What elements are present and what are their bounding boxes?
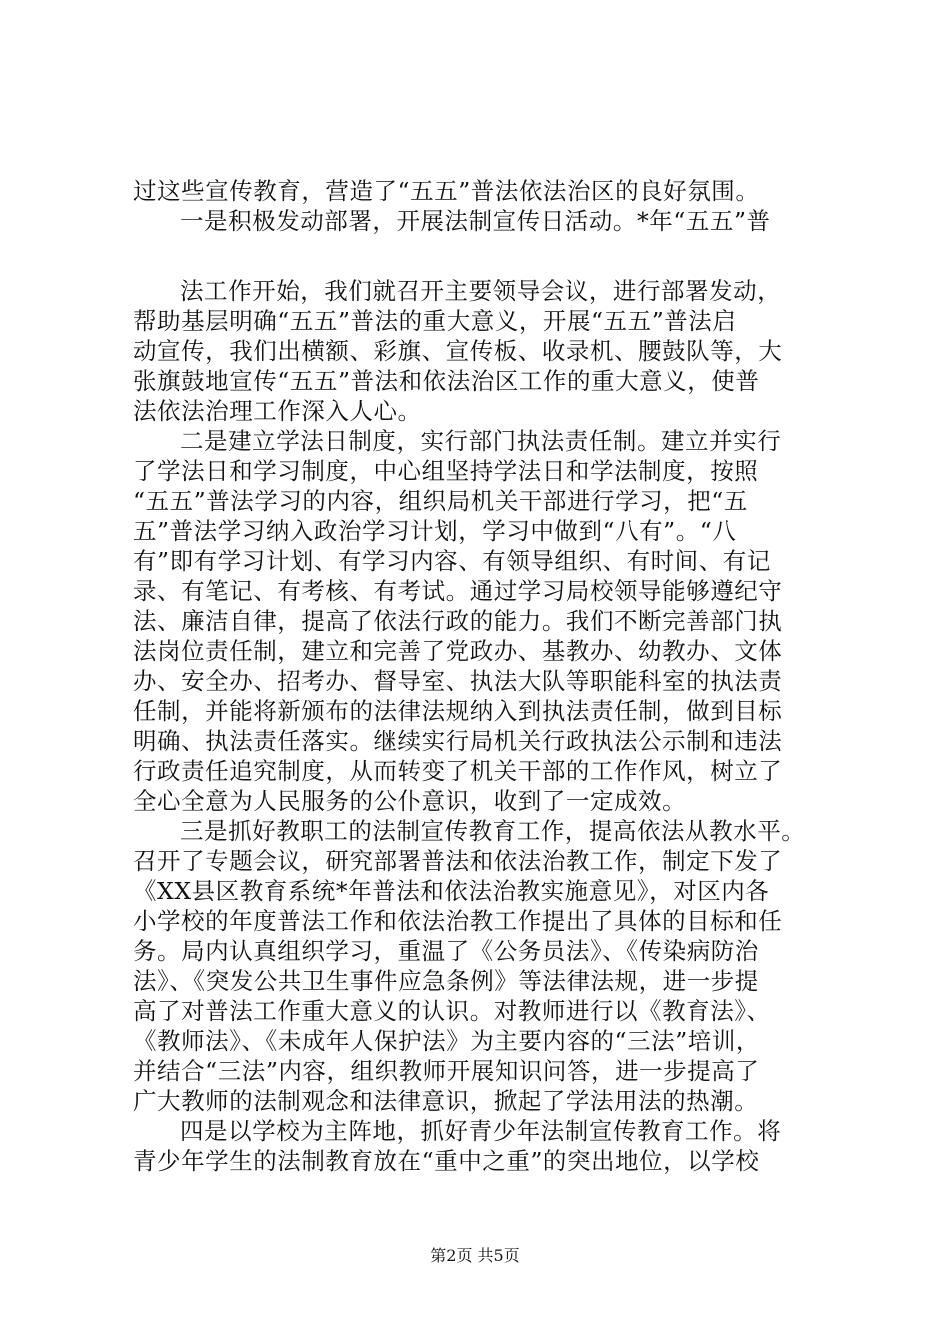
text-line: 广大教师的法制观念和法律意识，掀起了学法用法的热潮。 xyxy=(133,1087,759,1115)
text-line: 二是建立学法日制度，实行部门执法责任制。建立并实行 xyxy=(180,427,782,455)
text-line: 法》、《突发公共卫生事件应急条例》等法律法规，进一步提 xyxy=(133,967,759,995)
text-line: 明确、执法责任落实。继续实行局机关行政执法公示制和违法 xyxy=(133,727,783,755)
text-line: 帮助基层明确“五五”普法的重大意义，开展“五五”普法启 xyxy=(133,307,737,335)
text-line: “五五”普法学习的内容，组织局机关干部进行学习，把“五 xyxy=(133,487,748,515)
text-line: 《教师法》、《未成年人保护法》为主要内容的“三法”培训， xyxy=(133,1027,760,1055)
text-line: 法、廉洁自律，提高了依法行政的能力。我们不断完善部门执 xyxy=(133,607,783,635)
text-line: 四是以学校为主阵地，抓好青少年法制宣传教育工作。将 xyxy=(180,1117,782,1145)
text-line: 全心全意为人民服务的公仆意识，收到了一定成效。 xyxy=(133,787,687,815)
text-line: 有”即有学习计划、有学习内容、有领导组织、有时间、有记 xyxy=(133,547,771,575)
text-line: 任制，并能将新颁布的法律法规纳入到执法责任制，做到目标 xyxy=(133,697,783,725)
text-line: 三是抓好教职工的法制宣传教育工作，提高依法从教水平。 xyxy=(180,817,806,845)
text-line: 法工作开始，我们就召开主要领导会议，进行部署发动， xyxy=(180,277,782,305)
text-line: 过这些宣传教育，营造了“五五”普法依法治区的良好氛围。 xyxy=(133,177,760,205)
text-line: 张旗鼓地宣传“五五”普法和依法治区工作的重大意义，使普 xyxy=(133,367,760,395)
text-line: 青少年学生的法制教育放在“重中之重”的突出地位，以学校 xyxy=(133,1147,760,1175)
text-line: 五”普法学习纳入政治学习计划，学习中做到“八有”。“八 xyxy=(133,517,737,545)
page-number-footer: 第2页 共5页 xyxy=(430,1246,520,1265)
text-line: 高了对普法工作重大意义的认识。对教师进行以《教育法》、 xyxy=(133,997,771,1025)
text-line: 并结合“三法”内容，组织教师开展知识问答，进一步提高了 xyxy=(133,1057,760,1085)
text-line: 录、有笔记、有考核、有考试。通过学习局校领导能够遵纪守 xyxy=(133,577,783,605)
text-line: 务。局内认真组织学习，重温了《公务员法》、《传染病防治 xyxy=(133,937,759,965)
text-line: 《XX县区教育系统*年普法和依法治教实施意见》，对区内各 xyxy=(133,877,770,905)
text-line: 小学校的年度普法工作和依法治教工作提出了具体的目标和任 xyxy=(133,907,783,935)
text-line: 法依法治理工作深入人心。 xyxy=(133,397,422,425)
text-line: 召开了专题会议，研究部署普法和依法治教工作，制定下发了 xyxy=(133,847,783,875)
text-line: 法岗位责任制，建立和完善了党政办、基教办、幼教办、文体 xyxy=(133,637,783,665)
text-line: 一是积极发动部署，开展法制宣传日活动。*年“五五”普 xyxy=(180,207,771,235)
text-line: 办、安全办、招考办、督导室、执法大队等职能科室的执法责 xyxy=(133,667,783,695)
text-line: 行政责任追究制度，从而转变了机关干部的工作作风，树立了 xyxy=(133,757,783,785)
text-line: 动宣传，我们出横额、彩旗、宣传板、收录机、腰鼓队等，大 xyxy=(133,337,783,365)
text-line: 了学法日和学习制度，中心组坚持学法日和学法制度，按照 xyxy=(133,457,759,485)
